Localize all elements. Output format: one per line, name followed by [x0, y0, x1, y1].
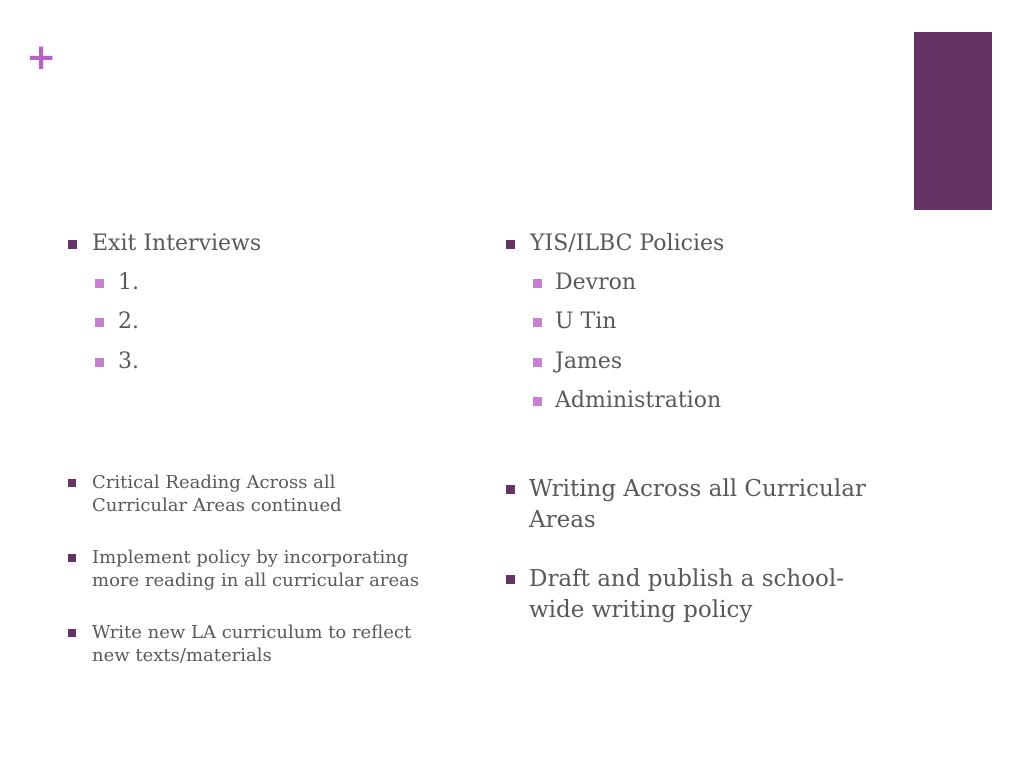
sub-item-label: 1.	[118, 270, 139, 295]
list-item-line: Areas	[529, 506, 596, 533]
list-item-line: Critical Reading Across all	[92, 472, 336, 493]
list-item	[68, 268, 488, 307]
square-bullet-icon	[95, 358, 104, 367]
reading-list	[68, 471, 468, 696]
list-item-line: Curricular Areas continued	[92, 495, 342, 516]
square-bullet-icon	[533, 279, 542, 288]
square-bullet-icon	[95, 279, 104, 288]
sub-item-label: U Tin	[555, 309, 617, 335]
writing-list	[506, 474, 896, 654]
list-item	[506, 474, 896, 564]
list-item	[68, 621, 468, 696]
list-item	[506, 347, 886, 386]
list-item-line: new texts/materials	[92, 645, 272, 666]
accent-bar	[914, 32, 992, 210]
exit-interviews-heading: Exit Interviews	[92, 231, 262, 256]
list-item	[506, 564, 896, 654]
square-bullet-icon	[68, 554, 76, 562]
list-item	[68, 229, 488, 268]
list-item-line: more reading in all curricular areas	[92, 570, 420, 591]
list-item	[506, 268, 886, 307]
sub-item-label: 3.	[118, 348, 139, 374]
list-item	[506, 307, 886, 346]
list-item	[506, 386, 886, 425]
list-item-line: Writing Across all Curricular	[529, 476, 866, 502]
policies-heading: YIS/ILBC Policies	[530, 231, 725, 256]
square-bullet-icon	[68, 629, 76, 637]
list-item	[68, 471, 468, 546]
list-item-line: Draft and publish a school-	[529, 566, 845, 592]
list-item	[506, 229, 886, 268]
sub-item-label: Administration	[555, 387, 722, 413]
list-item-line: Implement policy by incorporating	[92, 547, 409, 568]
list-item-line: Write new LA curriculum to reflect	[92, 622, 412, 643]
sub-item-label: 2.	[118, 309, 139, 335]
plus-icon: +	[26, 37, 57, 78]
list-item	[68, 546, 468, 621]
sub-item-label: Devron	[555, 270, 637, 295]
square-bullet-icon	[506, 485, 515, 494]
square-bullet-icon	[68, 240, 77, 249]
square-bullet-icon	[533, 358, 542, 367]
list-item	[68, 307, 488, 346]
sub-item-label: James	[555, 348, 623, 374]
square-bullet-icon	[68, 479, 76, 487]
square-bullet-icon	[533, 397, 542, 406]
policies-list	[506, 229, 886, 425]
list-item-line: wide writing policy	[529, 596, 753, 623]
square-bullet-icon	[95, 318, 104, 327]
list-item	[68, 347, 488, 386]
exit-interviews-list	[68, 229, 488, 386]
square-bullet-icon	[506, 575, 515, 584]
square-bullet-icon	[533, 318, 542, 327]
square-bullet-icon	[506, 240, 515, 249]
